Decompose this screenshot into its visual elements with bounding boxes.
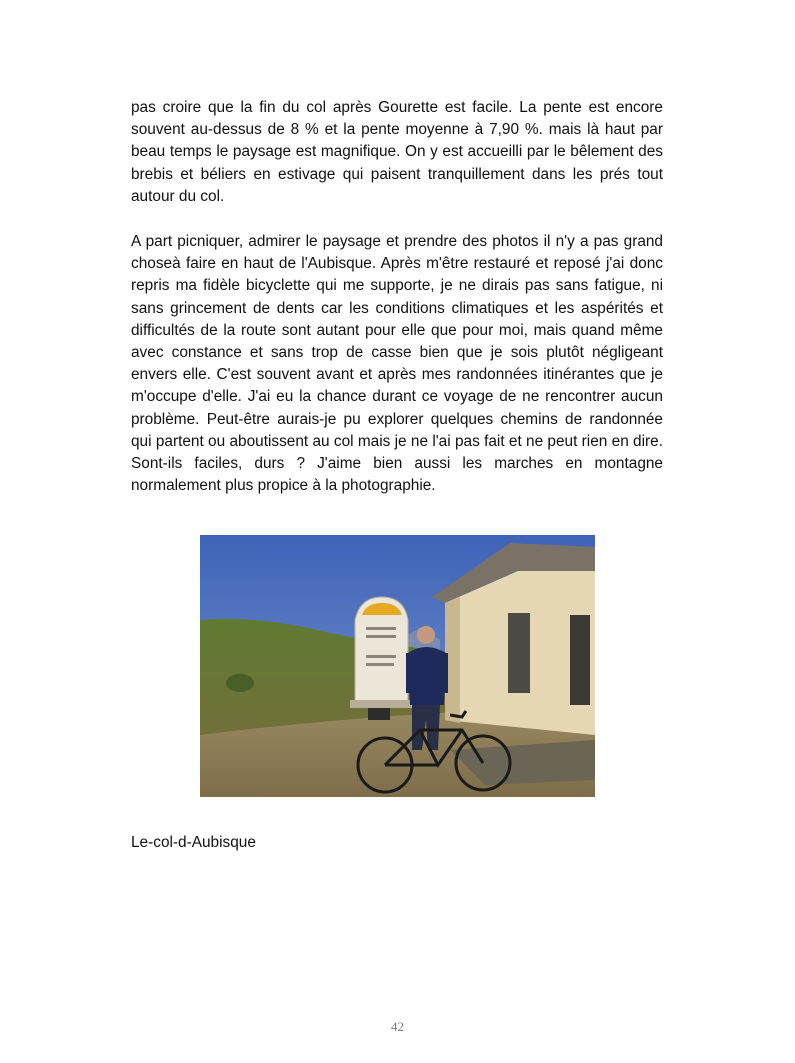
photo-caption: Le-col-d-Aubisque [131, 834, 256, 851]
paragraph-2: A part picniquer, admirer le paysage et prendre des photos il n'y a pas grand choseà faire en haut de l'Aubisque. Après m'être restauré et reposé j'ai donc repris ma fidèle bicyclette qui me supporte, je ne dirais pas sans fatigue, ni sans grincement de dents car les conditions climatiques et les aspérités et difficultés de la route sont autant pour elle que pour moi, mais quand même avec constance et sans trop de casse bien que je sois plutôt négligeant envers elle. C'est souvent avant et après mes randonnées itinérantes que je m'occupe d'elle. J'ai eu la chance durant ce voyage de ne rencontrer aucun problème. Peut-être aurais-je pu explorer quelques chemins de randonnée qui partent ou aboutissent au col mais je ne l'ai pas fait et ne peut rien en dire. Sont-ils faciles, durs ? J'aime bien aussi les marches en montagne normalement plus propice à la photographie. [131, 233, 663, 495]
paragraph-1: pas croire que la fin du col après Gourette est facile. La pente est encore souvent au-dessus de 8 % et la pente moyenne à 7,90 %. mais là haut par beau temps le paysage est magnifique. On y est accueilli par le bêlement des brebis et béliers en estivage qui paisent tranquillement dans les prés tout autour du col. [131, 99, 663, 205]
page-number: 42 [391, 1019, 404, 1034]
cyclist-photo [200, 535, 595, 797]
